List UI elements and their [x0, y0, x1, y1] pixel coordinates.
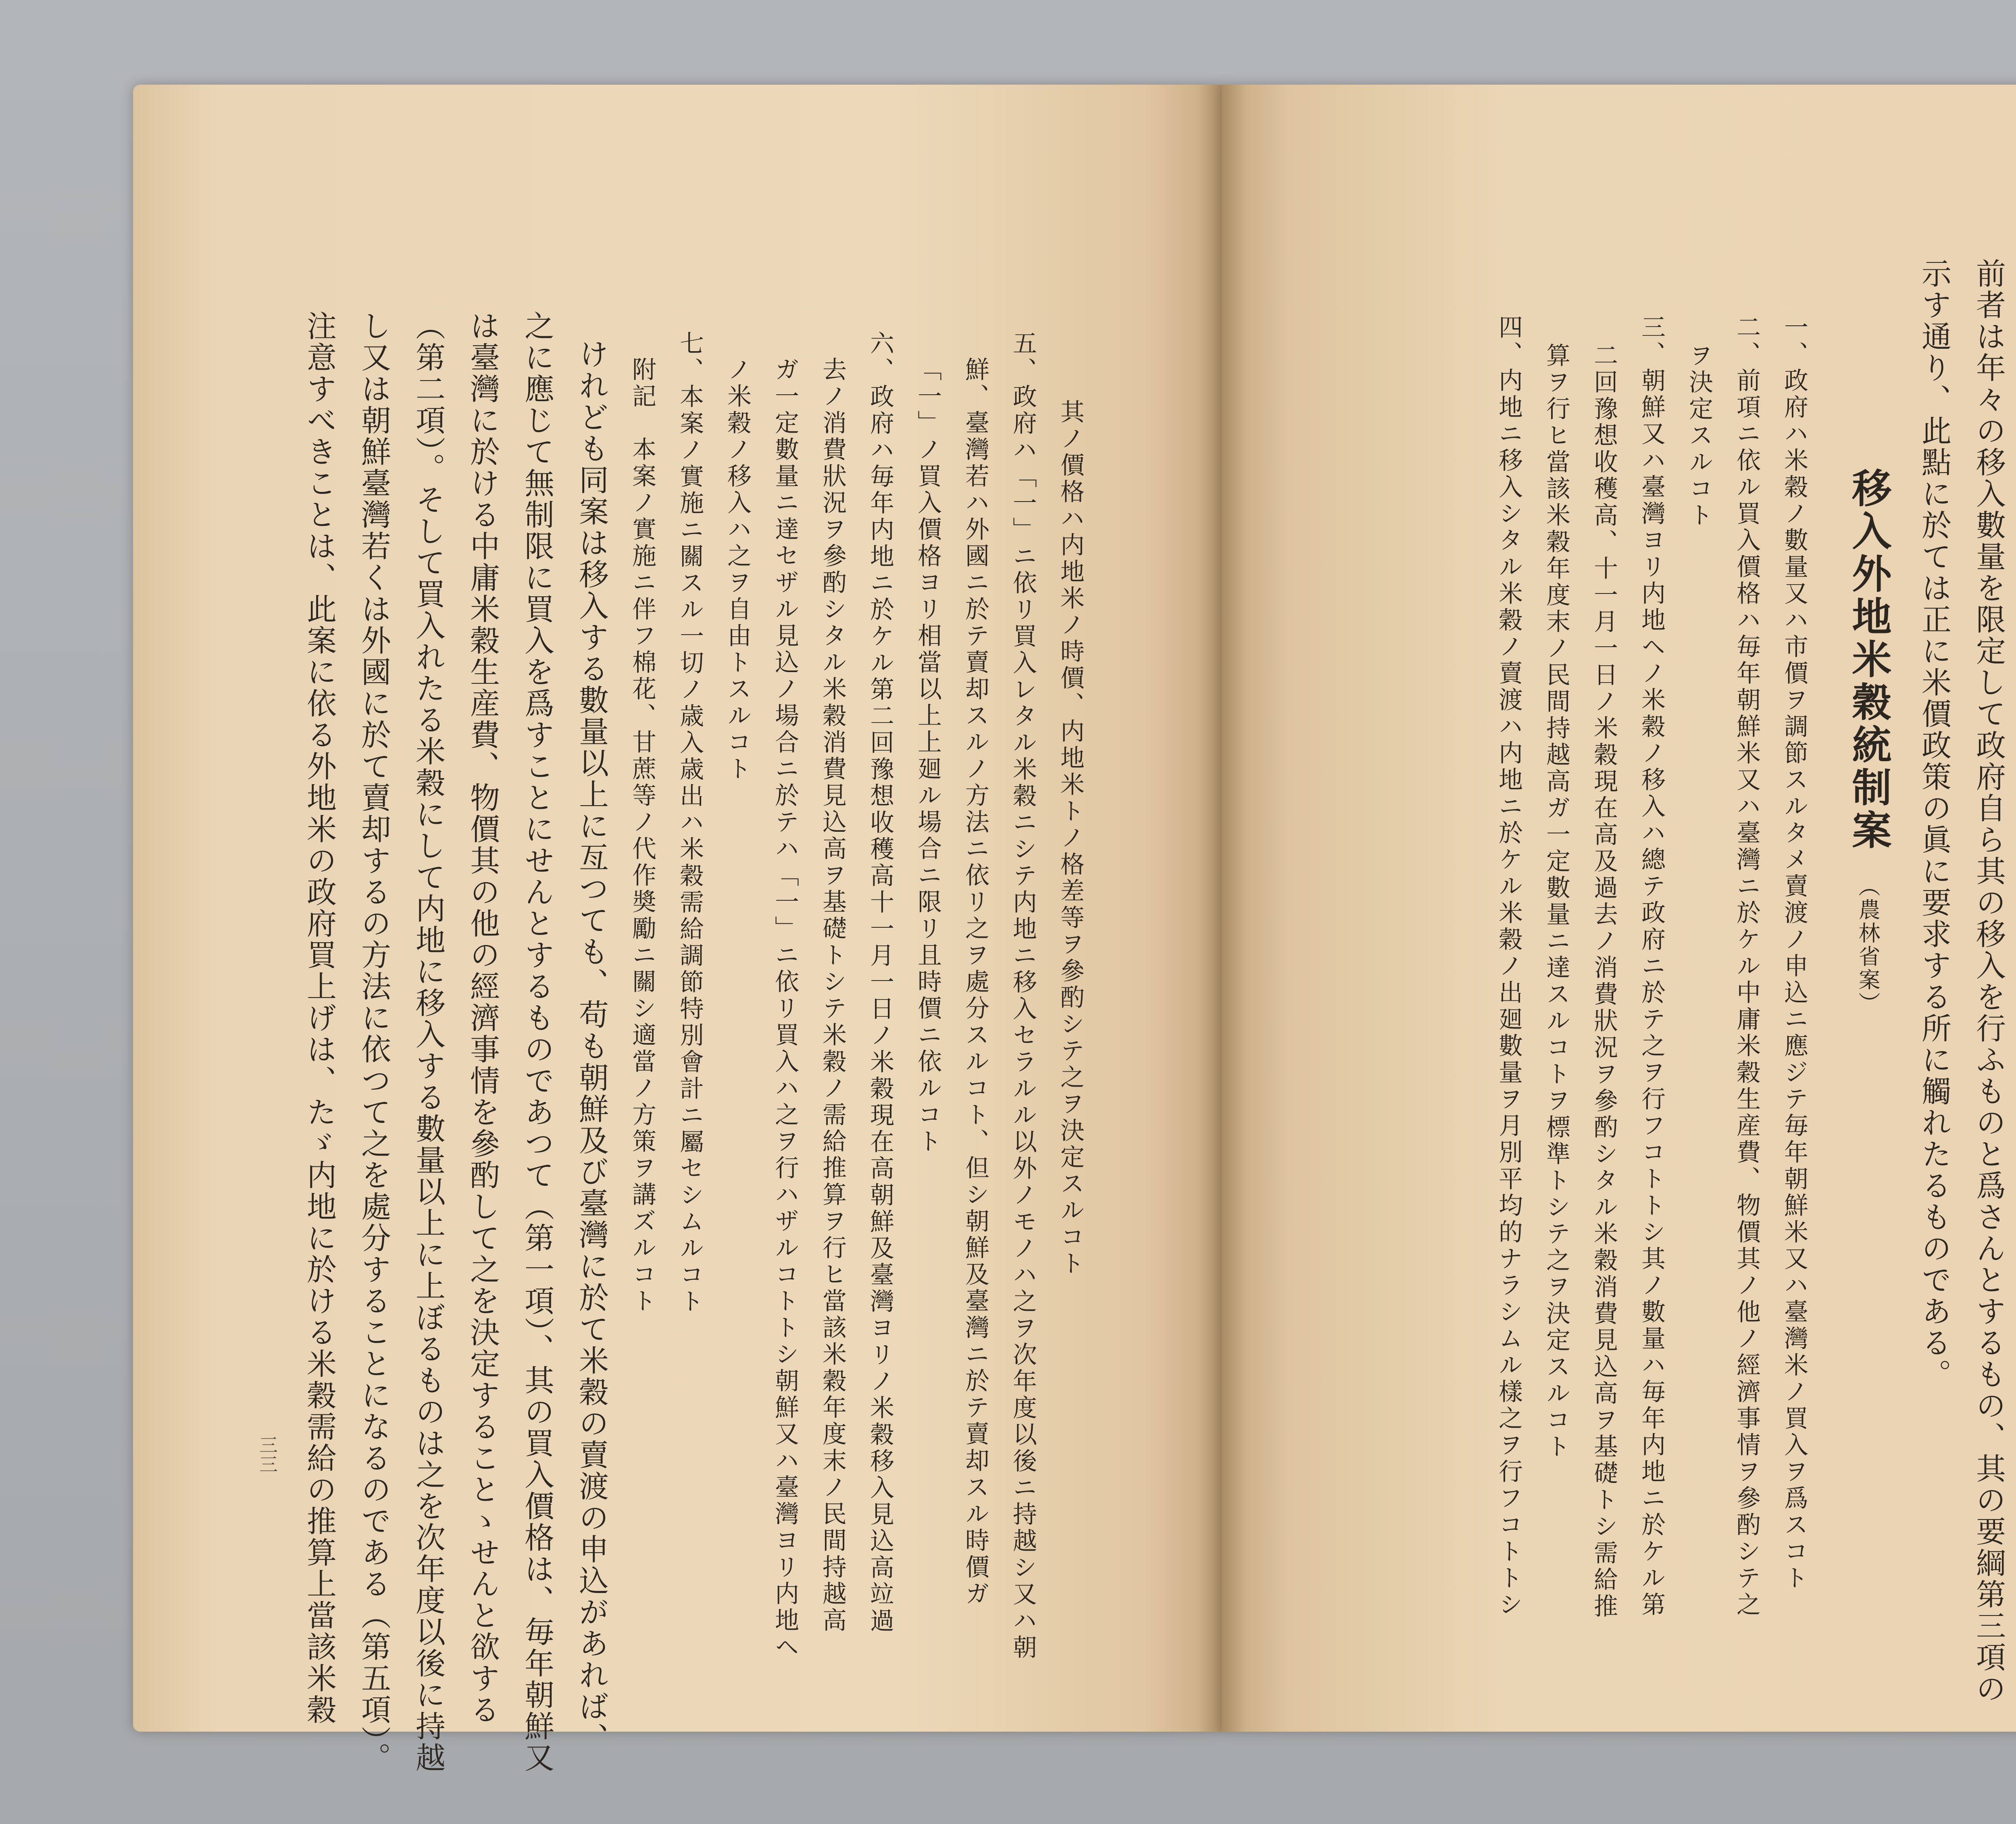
paragraph-line: （第二項）。そして買入れたる米穀にして内地に移入する數量以上に上ぼるものは之を次年度以後に持越 — [411, 310, 446, 1774]
plan-line: ノ米穀ノ移入ハ之ヲ自由トスルコト — [723, 357, 752, 783]
paragraph-line: けれども同案は移入する數量以上に亙つても、苟も朝鮮及び臺灣に於て米穀の賣渡の申込があれば、 — [574, 339, 609, 1754]
section-line: 前者は年々の移入數量を限定して政府自ら其の移入を行ふものと爲さんとするもの、其の要綱第三項の — [1971, 258, 2006, 1705]
right-page — [1222, 85, 2016, 1732]
plan-line: 六、政府ハ毎年内地ニ於ケル第二回豫想收穫高十一月一日ノ米穀現在高朝鮮及臺灣ヨリノ米穀移入見込高竝過 — [866, 331, 894, 1635]
left-page — [133, 85, 1222, 1774]
paragraph-line: し又は朝鮮臺灣若くは外國に於て賣却するの方法に依つて之を處分することになるのである（第五項）。 — [356, 310, 391, 1774]
plan-line: 「一」ノ買入價格ヨリ相當以上上廻ル場合ニ限リ且時價ニ依ルコト — [914, 357, 942, 1155]
plan-line: 七、本案ノ實施ニ關スル一切ノ歳入歳出ハ米穀需給調節特別會計ニ屬セシムルコト — [676, 331, 704, 1315]
paragraph-line: 注意すべきことは、此案に依る外地米の政府買上げは、たゞ内地に於ける米穀需給の推算上當該米穀 — [302, 310, 337, 1726]
paragraph-line: 之に應じて無制限に買入を爲すことにせんとするものであつて（第一項）、其の買入價格は、毎年朝鮮又 — [520, 310, 554, 1774]
open-book — [133, 85, 2016, 1774]
plan-line: 鮮、臺灣若ハ外國ニ於テ賣却スルノ方法ニ依リ之ヲ處分スルコト、但シ朝鮮及臺灣ニ於テ賣却スル時價ガ — [961, 357, 989, 1607]
plan-item: 二、前項ニ依ル買入價格ハ毎年朝鮮米又ハ臺灣ニ於ケル中庸米穀生産費、物價其ノ他ノ經濟事情ヲ參酌シテ之 — [1733, 314, 1761, 1618]
plan-item: 算ヲ行ヒ當該米穀年度末ノ民間持越高ガ一定數量ニ達スルコトヲ標準トシテ之ヲ決定スルコト — [1542, 343, 1570, 1460]
paragraph-line: は臺灣に於ける中庸米穀生産費、物價其の他の經濟事情を參酌して之を決定することゝせんと欲する — [465, 310, 500, 1726]
plan-line: ガ一定數量ニ達セザル見込ノ場合ニ於テハ「一」ニ依リ買入ハ之ヲ行ハザルコトトシ朝鮮又ハ臺灣ヨリ内地ヘ — [771, 357, 799, 1661]
plan-line: 附記 本案ノ實施ニ伴フ棉花、甘蔗等ノ代作奬勵ニ關シ適當ノ方策ヲ講ズルコト — [628, 357, 656, 1315]
plan-item: 一、政府ハ米穀ノ數量又ハ市價ヲ調節スルタメ賣渡ノ申込ニ應ジテ毎年朝鮮米又ハ臺灣米ノ買入ヲ爲スコト — [1780, 314, 1808, 1592]
plan-item: ヲ決定スルコト — [1685, 343, 1713, 529]
plan-item: 三、朝鮮又ハ臺灣ヨリ内地ヘノ米穀ノ移入ハ總テ政府ニ於テ之ヲ行フコトトシ其ノ數量ハ毎年内地ニ於ケル第 — [1637, 314, 1666, 1618]
plan-title: 移入外地米穀統制案 — [1845, 468, 1892, 852]
page-number: 三三 — [256, 1435, 278, 1474]
plan-item: 二回豫想收穫高、十一月一日ノ米穀現在高及過去ノ消費狀況ヲ參酌シタル米穀消費見込高ヲ基礎トシ需給推 — [1590, 343, 1618, 1620]
plan-subtitle: （農林省案） — [1855, 875, 1881, 1015]
plan-line: 五、政府ハ「一」ニ依リ買入レタル米穀ニシテ内地ニ移入セラルル以外ノモノハ之ヲ次年度以後ニ持越シ又ハ朝 — [1009, 331, 1037, 1661]
plan-line: 其ノ價格ハ内地米ノ時價、内地米トノ格差等ヲ參酌シテ之ヲ決定スルコト — [1056, 399, 1085, 1277]
section-line: 示す通り、此點に於ては正に米價政策の眞に要求する所に觸れたるものである。 — [1917, 258, 1951, 1390]
book-gutter — [1198, 85, 1246, 1732]
plan-line: 去ノ消費狀況ヲ參酌シタル米穀消費見込高ヲ基礎トシテ米穀ノ需給推算ヲ行ヒ當該米穀年度末ノ民間持越高 — [818, 357, 847, 1634]
plan-item: 四、内地ニ移入シタル米穀ノ賣渡ハ内地ニ於ケル米穀ノ出廻數量ヲ月別平均的ナラシムル樣之ヲ行フコトトシ — [1495, 314, 1523, 1618]
